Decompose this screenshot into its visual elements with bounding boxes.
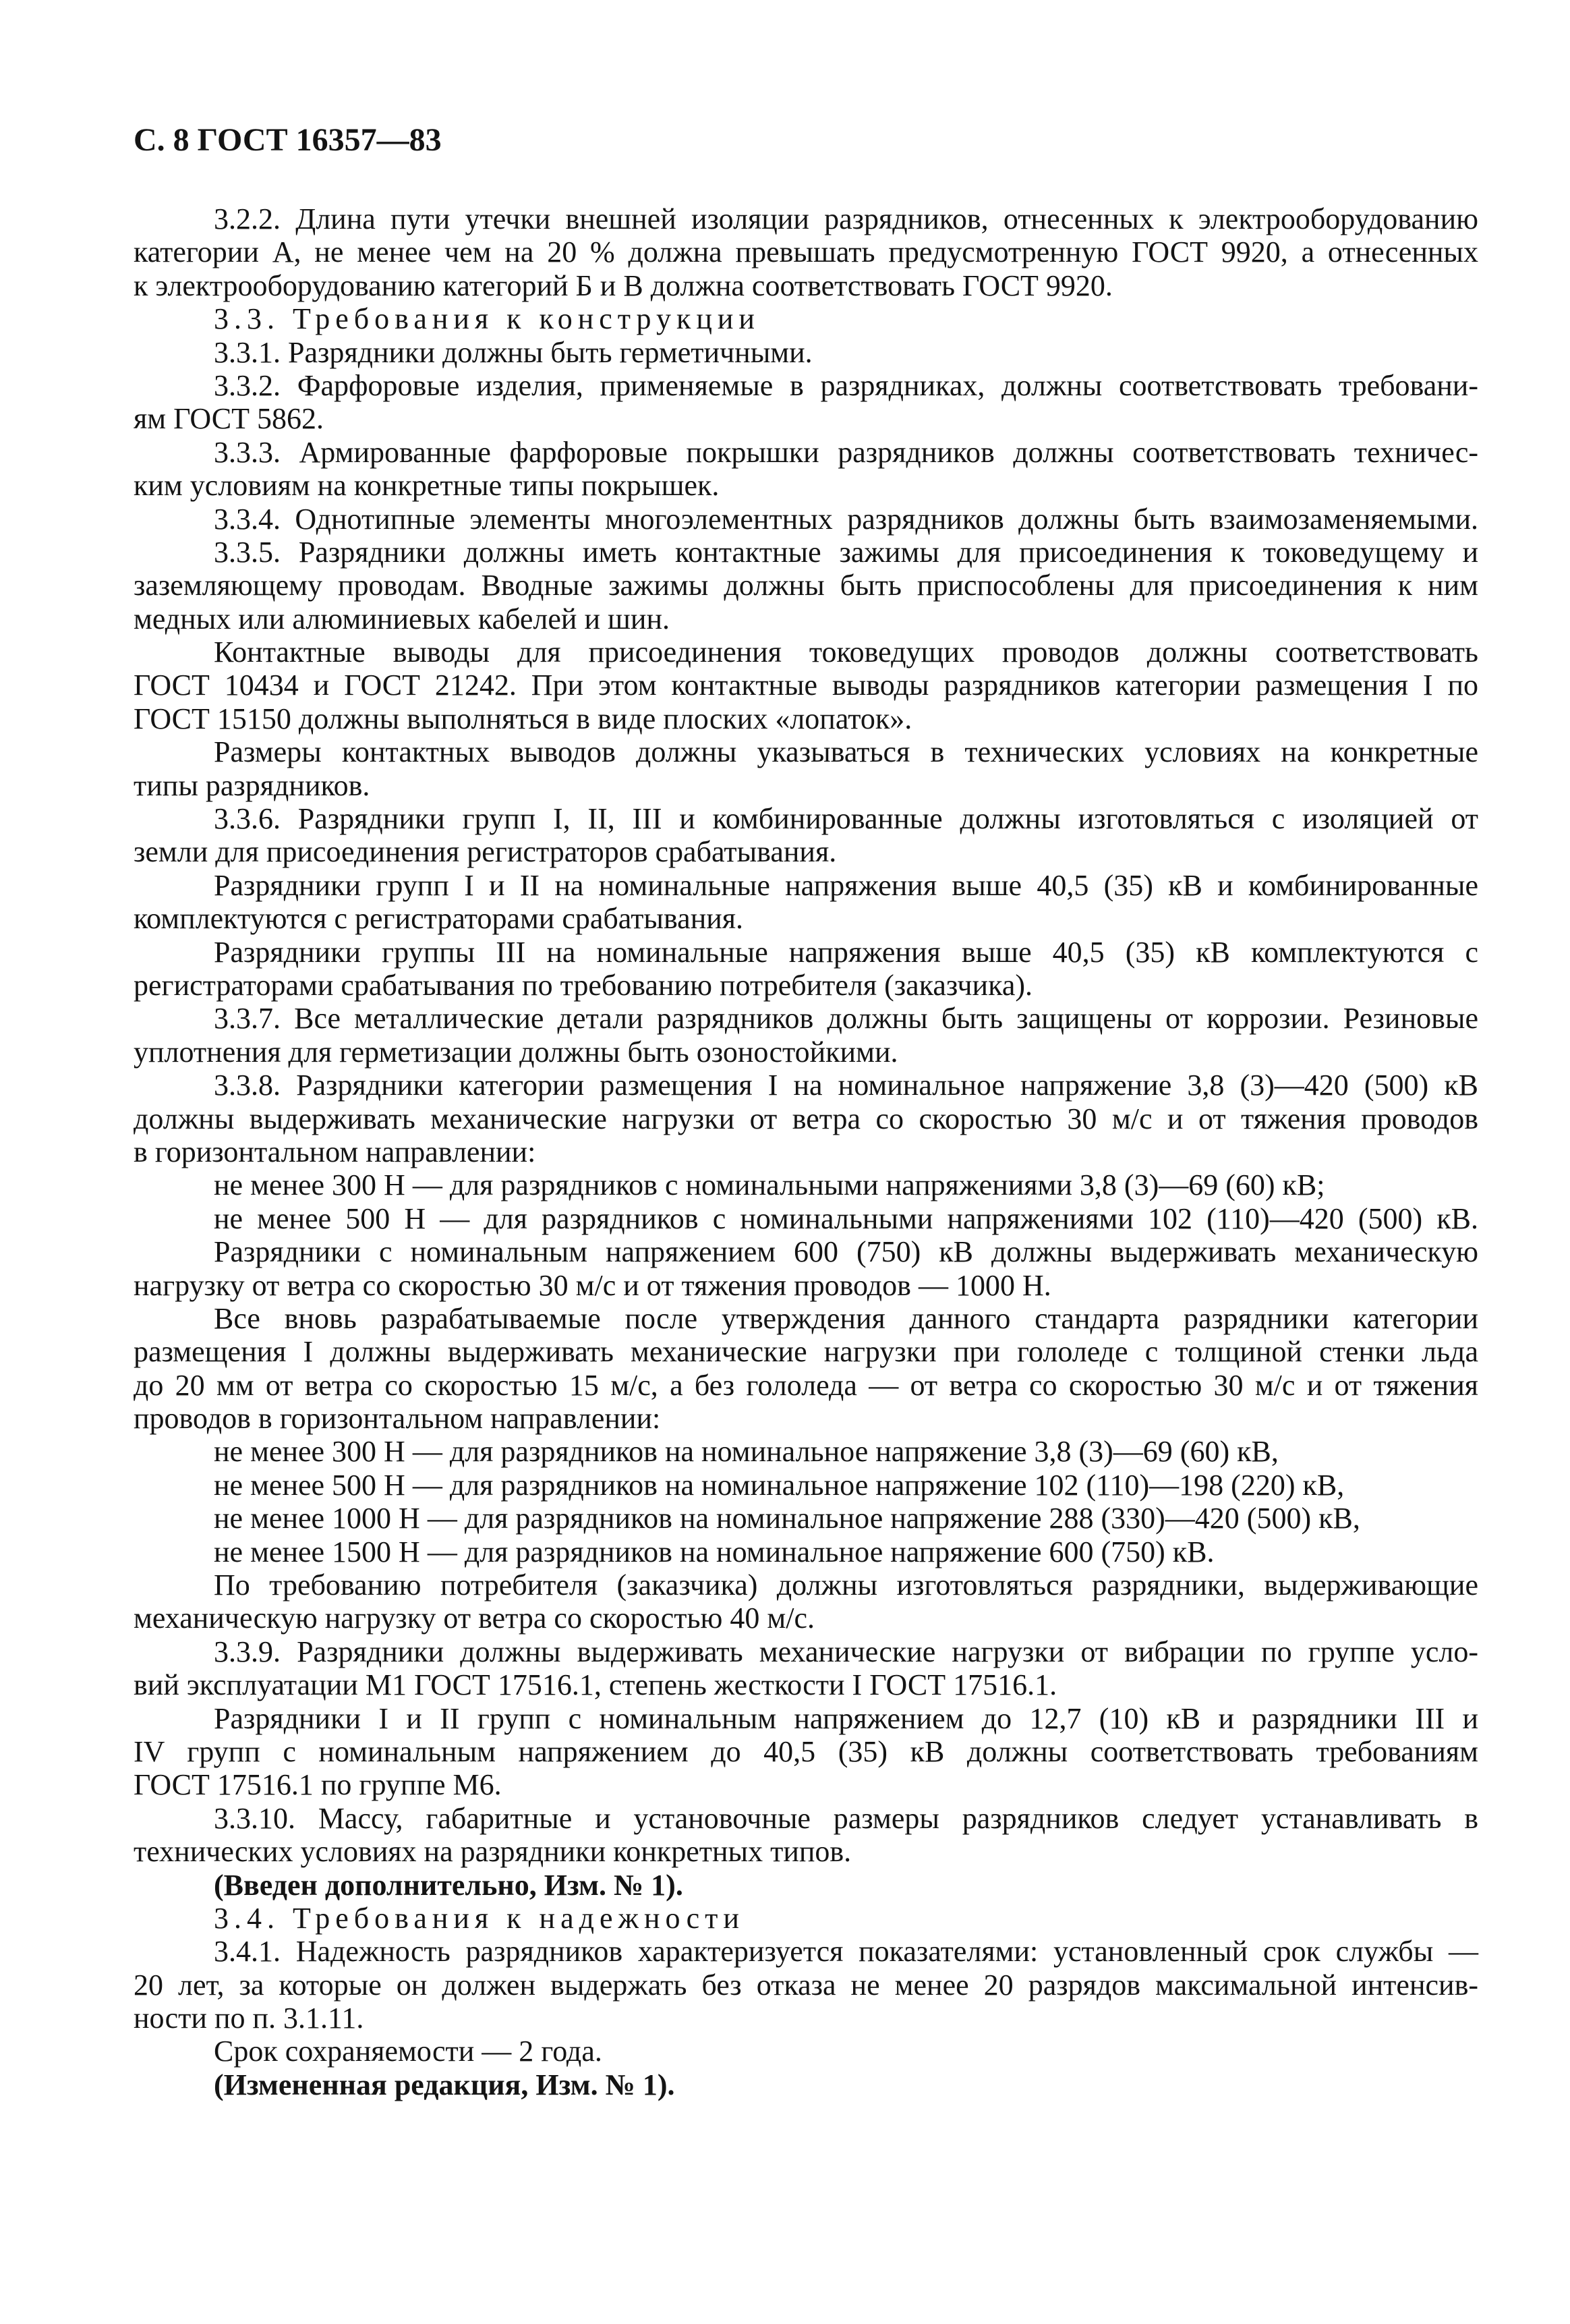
text-line: типы разрядников.	[134, 768, 370, 802]
text-line: 3.2.2. Длина пути утечки внешней изоляции разрядников, отнесенных к электрооборудованию	[214, 202, 1478, 235]
text-line: заземляющему проводам. Вводные зажимы должны быть приспособлены для присоединения к ним	[134, 569, 1478, 602]
text-line: проводов в горизонтальном направлении:	[134, 1402, 661, 1436]
text-line: 3.3.6. Разрядники групп I, II, III и комбинированные должны изготовляться с изоляцией от	[214, 802, 1478, 836]
text-line: должны выдерживать механические нагрузки от ветра со скоростью 30 м/с и от тяжения проводов	[134, 1102, 1478, 1135]
text-line: не менее 500 Н — для разрядников с номинальными напряжениями 102 (110)—420 (500) кВ.	[214, 1201, 1478, 1235]
page-header: С. 8 ГОСТ 16357—83	[134, 122, 442, 158]
text-line: Срок сохраняемости — 2 года.	[214, 2035, 602, 2068]
text-line: Разрядники I и II групп с номинальным напряжением до 12,7 (10) кВ и разрядники III и	[214, 1701, 1478, 1735]
text-line: не менее 1500 Н — для разрядников на номинальное напряжение 600 (750) кВ.	[214, 1535, 1215, 1568]
text-line: 20 лет, за которые он должен выдержать без отказа не менее 20 разрядов максимальной интенсив-	[134, 1968, 1478, 2002]
text-line: медных или алюминиевых кабелей и шин.	[134, 602, 670, 635]
text-line: ям ГОСТ 5862.	[134, 402, 324, 436]
text-line: 3.3.1. Разрядники должны быть герметичными.	[214, 335, 813, 369]
text-line: механическую нагрузку от ветра со скоростью 40 м/с.	[134, 1602, 815, 1635]
text-line: не менее 300 Н — для разрядников с номинальными напряжениями 3,8 (3)—69 (60) кВ;	[214, 1168, 1325, 1202]
text-line: комплектуются с регистраторами срабатывания.	[134, 902, 744, 936]
text-line: нагрузку от ветра со скоростью 30 м/с и от тяжения проводов — 1000 Н.	[134, 1268, 1051, 1302]
text-line: 3.3.2. Фарфоровые изделия, применяемые в разрядниках, должны соответствовать требовани-	[214, 368, 1478, 402]
text-line: в горизонтальном направлении:	[134, 1135, 536, 1168]
text-line: 3.4.1. Надежность разрядников характеризуется показателями: установленный срок службы —	[214, 1935, 1478, 1968]
document-body	[134, 202, 1478, 2101]
text-line: регистраторами срабатывания по требованию потребителя (заказчика).	[134, 968, 1033, 1002]
text-line: Размеры контактных выводов должны указываться в технических условиях на конкретные	[214, 735, 1478, 769]
text-line: 3.3.9. Разрядники должны выдерживать механические нагрузки от вибрации по группе усло-	[214, 1635, 1478, 1668]
text-line: 3.3.4. Однотипные элементы многоэлементных разрядников должны быть взаимозаменяемыми.	[214, 502, 1478, 536]
amendment-note: (Введен дополнительно, Изм. № 1).	[214, 1868, 683, 1902]
text-line: 3.3.5. Разрядники должны иметь контактные зажимы для присоединения к токоведущему и	[214, 535, 1478, 569]
text-line: 3.3.7. Все металлические детали разрядников должны быть защищены от коррозии. Резиновые	[214, 1002, 1478, 1036]
text-line: По требованию потребителя (заказчика) должны изготовляться разрядники, выдерживающие	[214, 1568, 1478, 1602]
text-line: до 20 мм от ветра со скоростью 15 м/с, а без гололеда — от ветра со скоростью 30 м/с и от тяжения	[134, 1368, 1478, 1402]
text-line: Контактные выводы для присоединения токоведущих проводов должны соответствовать	[214, 635, 1478, 669]
text-line: к электрооборудованию категорий Б и В должна соответствовать ГОСТ 9920.	[134, 268, 1113, 302]
text-line: не менее 1000 Н — для разрядников на номинальное напряжение 288 (330)—420 (500) кВ,	[214, 1502, 1360, 1535]
text-line: ГОСТ 17516.1 по группе М6.	[134, 1768, 502, 1802]
text-line: Разрядники с номинальным напряжением 600 (750) кВ должны выдерживать механическую	[214, 1235, 1478, 1269]
text-line: Разрядники групп I и II на номинальные напряжения выше 40,5 (35) кВ и комбинированные	[214, 868, 1478, 902]
text-line: земли для присоединения регистраторов срабатывания.	[134, 835, 837, 869]
text-line: 3.3.8. Разрядники категории размещения I на номинальное напряжение 3,8 (3)—420 (500) кВ	[214, 1069, 1478, 1102]
text-line: не менее 300 Н — для разрядников на номинальное напряжение 3,8 (3)—69 (60) кВ,	[214, 1435, 1279, 1469]
text-line: не менее 500 Н — для разрядников на номинальное напряжение 102 (110)—198 (220) кВ,	[214, 1468, 1345, 1502]
text-line: размещения I должны выдерживать механические нагрузки при гололеде с толщиной стенки льда	[134, 1335, 1478, 1369]
text-line: ким условиям на конкретные типы покрышек.	[134, 469, 720, 503]
text-line: ГОСТ 10434 и ГОСТ 21242. При этом контактные выводы разрядников категории размещения I по	[134, 669, 1478, 702]
text-line: технических условиях на разрядники конкретных типов.	[134, 1835, 852, 1869]
text-line: уплотнения для герметизации должны быть озоностойкими.	[134, 1035, 898, 1069]
section-heading: 3.4. Требования к надежности	[214, 1901, 745, 1935]
text-line: 3.3.3. Армированные фарфоровые покрышки разрядников должны соответствовать техничес-	[214, 435, 1478, 469]
text-line: 3.3.10. Массу, габаритные и установочные размеры разрядников следует устанавливать в	[214, 1801, 1478, 1835]
text-line: Разрядники группы III на номинальные напряжения выше 40,5 (35) кВ комплектуются с	[214, 935, 1478, 969]
text-line: IV групп с номинальным напряжением до 40,5 (35) кВ должны соответствовать требованиям	[134, 1734, 1478, 1768]
text-line: ГОСТ 15150 должны выполняться в виде плоских «лопаток».	[134, 702, 912, 735]
text-line: категории А, не менее чем на 20 % должна превышать предусмотренную ГОСТ 9920, а отнесенных	[134, 235, 1478, 269]
amendment-note: (Измененная редакция, Изм. № 1).	[214, 2068, 675, 2101]
text-line: ности по п. 3.1.11.	[134, 2002, 364, 2035]
section-heading: 3.3. Требования к конструкции	[214, 302, 760, 336]
text-line: Все вновь разрабатываемые после утверждения данного стандарта разрядники категории	[214, 1301, 1478, 1335]
text-line: вий эксплуатации М1 ГОСТ 17516.1, степень жесткости I ГОСТ 17516.1.	[134, 1668, 1057, 1702]
